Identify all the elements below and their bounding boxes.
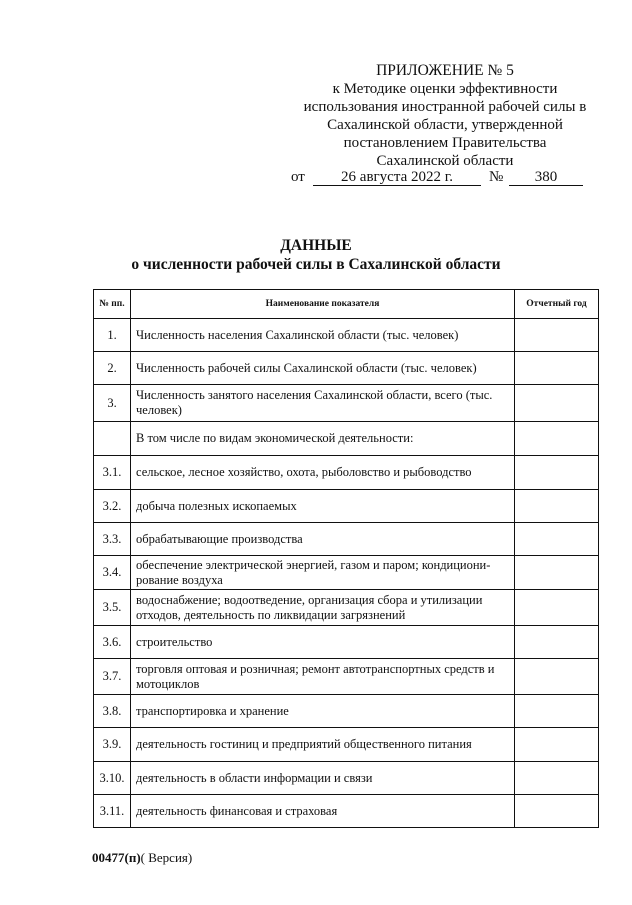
- indicator-name: Численность населения Сахалинской области (тыс. человек): [131, 319, 515, 352]
- reporting-year-cell: [515, 319, 599, 352]
- row-number: 3.1.: [94, 456, 131, 490]
- table-body: [94, 319, 599, 828]
- table-row: [94, 490, 599, 523]
- indicator-name: деятельность финансовая и страховая: [131, 795, 515, 828]
- title-line-2: о численности рабочей силы в Сахалинской области: [131, 256, 501, 273]
- row-number: 3.7.: [94, 659, 131, 695]
- row-number: [94, 422, 131, 456]
- table-row: [94, 695, 599, 728]
- appendix-line: Сахалинской области: [376, 153, 514, 169]
- indicator-name: торговля оптовая и розничная; ремонт автотранспортных средств и мотоциклов: [131, 659, 515, 695]
- row-number: 3.11.: [94, 795, 131, 828]
- table-row: [94, 659, 599, 695]
- reporting-year-cell: [515, 659, 599, 695]
- header-num: № пп.: [94, 290, 131, 319]
- reporting-year-cell: [515, 795, 599, 828]
- indicator-name: обеспечение электрической энергией, газом и паром; кондициони-рование воздуха: [131, 556, 515, 590]
- reporting-year-cell: [515, 385, 599, 422]
- indicator-name: Численность занятого населения Сахалинской области, всего (тыс. человек): [131, 385, 515, 422]
- indicator-name: строительство: [131, 626, 515, 659]
- row-number: 3.3.: [94, 523, 131, 556]
- row-number: 3.6.: [94, 626, 131, 659]
- document-title: [0, 236, 632, 274]
- indicator-name: деятельность гостиниц и предприятий общественного питания: [131, 728, 515, 762]
- from-label: от: [291, 169, 305, 185]
- row-number: 2.: [94, 352, 131, 385]
- indicator-name: сельское, лесное хозяйство, охота, рыболовство и рыбоводство: [131, 456, 515, 490]
- document-code: 00477(п): [92, 850, 141, 865]
- table-row: [94, 556, 599, 590]
- indicator-name: водоснабжение; водоотведение, организация сбора и утилизации отходов, деятельность по ликвидации загрязнений: [131, 590, 515, 626]
- reporting-year-cell: [515, 590, 599, 626]
- row-number: 3.4.: [94, 556, 131, 590]
- document-version: ( Версия): [140, 850, 193, 865]
- reporting-year-cell: [515, 422, 599, 456]
- reporting-year-cell: [515, 626, 599, 659]
- reporting-year-cell: [515, 695, 599, 728]
- reporting-year-cell: [515, 728, 599, 762]
- table-row: [94, 385, 599, 422]
- reporting-year-cell: [515, 762, 599, 795]
- resolution-date: 26 августа 2022 г.: [313, 169, 481, 186]
- table-row: [94, 422, 599, 456]
- header-name: Наименование показателя: [131, 290, 515, 319]
- table-row: [94, 590, 599, 626]
- labor-force-table: [93, 289, 599, 828]
- indicator-name: Численность рабочей силы Сахалинской области (тыс. человек): [131, 352, 515, 385]
- indicator-name: деятельность в области информации и связи: [131, 762, 515, 795]
- table-row: [94, 456, 599, 490]
- reporting-year-cell: [515, 556, 599, 590]
- table-row: [94, 762, 599, 795]
- table-row: [94, 728, 599, 762]
- row-number: 3.: [94, 385, 131, 422]
- indicator-name: транспортировка и хранение: [131, 695, 515, 728]
- table-row: [94, 523, 599, 556]
- table-row: [94, 319, 599, 352]
- row-number: 3.9.: [94, 728, 131, 762]
- table-row: [94, 795, 599, 828]
- row-number: 3.8.: [94, 695, 131, 728]
- header-year: Отчетный год: [515, 290, 599, 319]
- title-line-1: ДАННЫЕ: [280, 237, 352, 254]
- row-number: 3.10.: [94, 762, 131, 795]
- appendix-title: ПРИЛОЖЕНИЕ № 5: [376, 62, 514, 79]
- reporting-year-cell: [515, 523, 599, 556]
- indicator-name: обрабатывающие производства: [131, 523, 515, 556]
- appendix-line: Сахалинской области, утвержденной: [327, 117, 563, 133]
- row-number: 3.2.: [94, 490, 131, 523]
- indicator-name: В том числе по видам экономической деятельности:: [131, 422, 515, 456]
- appendix-header: [280, 62, 610, 170]
- row-number: 1.: [94, 319, 131, 352]
- resolution-dateline: [291, 169, 591, 187]
- appendix-line: постановлением Правительства: [343, 135, 547, 151]
- row-number: 3.5.: [94, 590, 131, 626]
- reporting-year-cell: [515, 352, 599, 385]
- reporting-year-cell: [515, 490, 599, 523]
- appendix-line: использования иностранной рабочей силы в: [303, 99, 587, 115]
- document-footer: [92, 850, 192, 866]
- table-row: [94, 352, 599, 385]
- resolution-number: 380: [509, 169, 583, 186]
- number-label: №: [489, 169, 504, 185]
- table-row: [94, 626, 599, 659]
- appendix-line: к Методике оценки эффективности: [332, 81, 558, 97]
- indicator-name: добыча полезных ископаемых: [131, 490, 515, 523]
- reporting-year-cell: [515, 456, 599, 490]
